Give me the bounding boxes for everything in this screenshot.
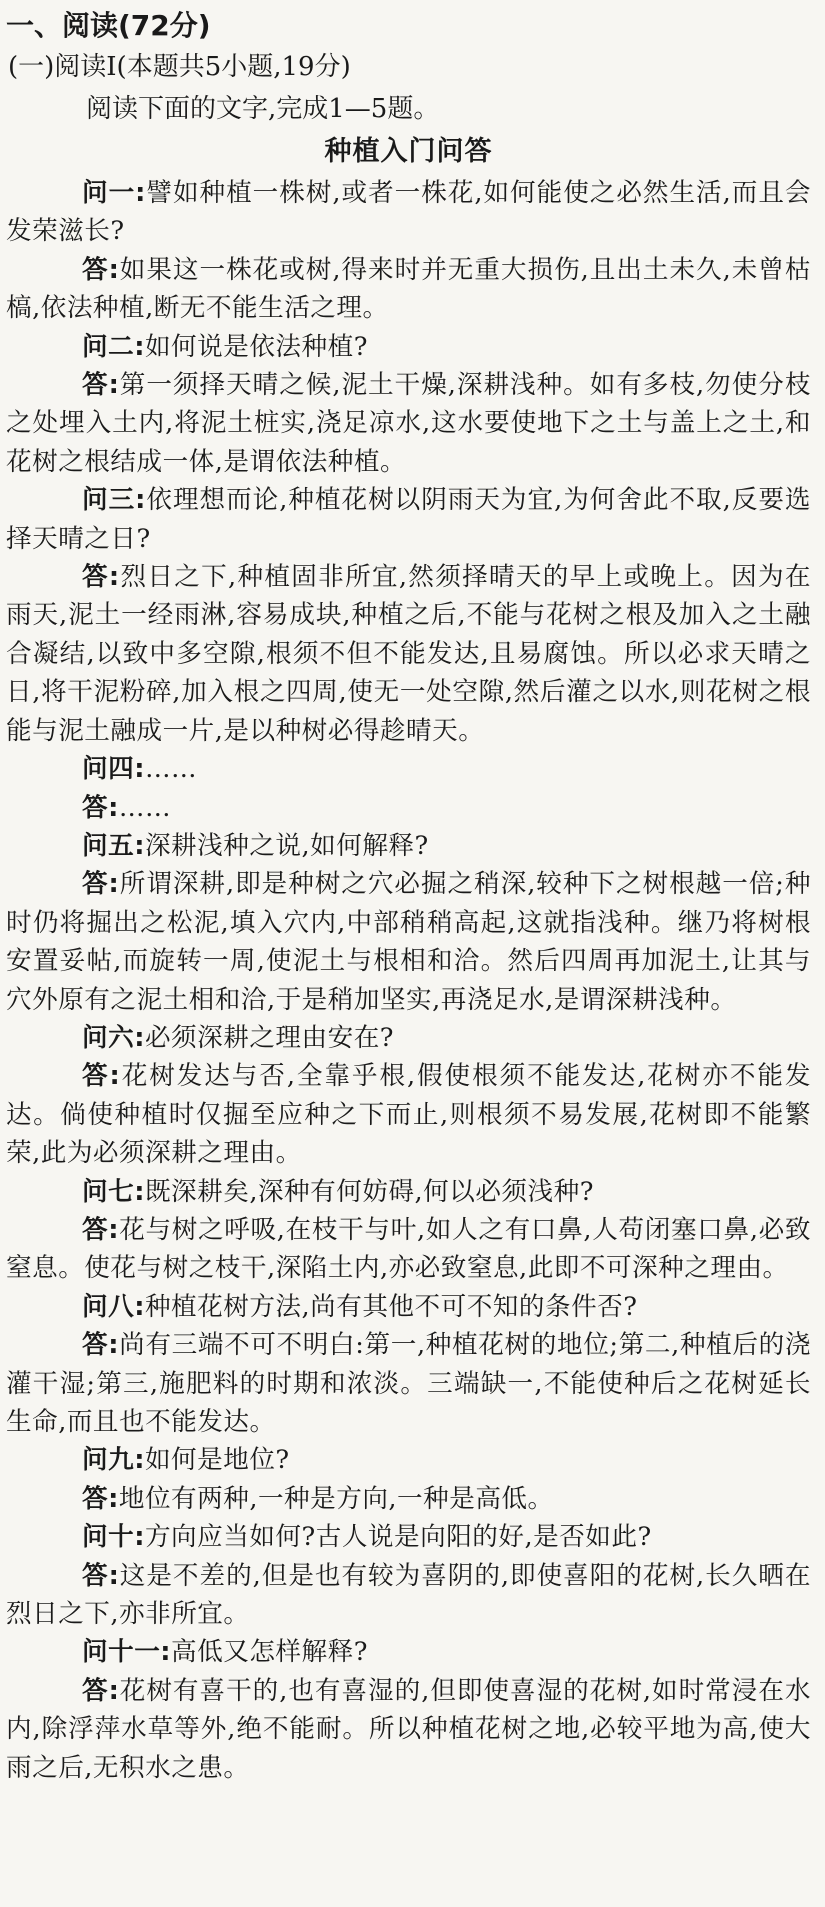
qa-label: 问七: [82, 1176, 145, 1207]
qa-text: 深耕浅种之说,如何解释? [144, 830, 429, 861]
question-paragraph [6, 1441, 811, 1479]
qa-text: 第一须择天晴之候,泥土干燥,深耕浅种。如有多枝,勿使分枝之处埋入土内,将泥土桩实,浇足凉水,这水要使地下之土与盖上之土,和花树之根结成一体,是谓依法种植。 [6, 370, 811, 477]
qa-label: 问二: [82, 331, 145, 362]
qa-label: 答: [82, 562, 120, 593]
answer-paragraph [6, 789, 811, 827]
qa-text: …… [118, 792, 172, 823]
question-paragraph [6, 174, 811, 251]
qa-text: 譬如种植一株树,或者一株花,如何能使之必然生活,而且会发荣滋长? [6, 178, 811, 247]
qa-label: 问十: [82, 1522, 145, 1553]
question-paragraph [6, 1173, 811, 1211]
instruction: 阅读下面的文字,完成1—5题。 [86, 94, 440, 124]
question-paragraph [6, 827, 811, 865]
qa-label: 答: [82, 1483, 119, 1514]
qa-label: 答: [82, 254, 120, 285]
qa-text: 依理想而论,种植花树以阴雨天为宜,为何舍此不取,反要选择天晴之日? [6, 485, 811, 554]
qa-text: 必须深耕之理由安在? [144, 1022, 395, 1053]
qa-text: 花树发达与否,全靠乎根,假使根须不能发达,花树亦不能发达。倘使种植时仅掘至应种之下而止,则根须不易发展,花树即不能繁荣,此为必须深耕之理由。 [6, 1061, 811, 1169]
qa-label: 问六: [82, 1022, 145, 1053]
qa-text: 如果这一株花或树,得来时并无重大损伤,且出土未久,未曾枯槁,依法种植,断无不能生活之理。 [6, 254, 811, 324]
answer-paragraph [6, 366, 811, 481]
qa-text: 种植花树方法,尚有其他不可不知的条件否? [144, 1291, 638, 1322]
qa-label: 问四: [82, 754, 145, 785]
qa-text: 所谓深耕,即是种树之穴必掘之稍深,较种下之树根越一倍;种时仍将掘出之松泥,填入穴内,中部稍稍高起,这就指浅种。继乃将树根安置妥帖,而旋转一周,使泥土与根相和洽。然后四周再加泥土,让其与穴外原有之泥土相和洽,于是稍加坚实,再浇足水,是谓深耕浅种。 [6, 869, 811, 1015]
qa-label: 问三: [82, 485, 146, 516]
qa-label: 问五: [82, 830, 145, 861]
qa-label: 答: [82, 1214, 120, 1245]
answer-paragraph [6, 1057, 811, 1172]
question-paragraph [6, 1288, 811, 1326]
qa-label: 问十一: [82, 1637, 172, 1668]
qa-text: 如何是地位? [144, 1445, 290, 1476]
qa-label: 答: [82, 1560, 120, 1591]
qa-label: 答: [82, 1675, 120, 1706]
section-heading: 一、阅读(72分) [6, 9, 211, 42]
answer-paragraph [6, 1480, 811, 1518]
qa-text: 花与树之呼吸,在枝干与叶,如人之有口鼻,人苟闭塞口鼻,必致窒息。使花与树之枝干,深陷土内,亦必致窒息,此即不可深种之理由。 [6, 1214, 811, 1284]
qa-label: 答: [82, 869, 120, 900]
qa-text: 这是不差的,但是也有较为喜阴的,即使喜阳的花树,长久晒在烈日之下,亦非所宜。 [6, 1560, 811, 1630]
qa-text: 尚有三端不可不明白:第一,种植花树的地位;第二,种植后的浇灌干湿;第三,施肥料的时期和浓淡。三端缺一,不能使种后之花树延长生命,而且也不能发达。 [6, 1330, 811, 1437]
qa-text: 烈日之下,种植固非所宜,然须择晴天的早上或晚上。因为在雨天,泥土一经雨淋,容易成块,种植之后,不能与花树之根及加入之土融合凝结,以致中多空隙,根须不但不能发达,且易腐蚀。所以必求天晴之日,将干泥粉碎,加入根之四周,使无一处空隙,然后灌之以水,则花树之根能与泥土融成一片,是以种树必得趁晴天。 [6, 562, 811, 746]
answer-paragraph [6, 1326, 811, 1441]
question-paragraph [6, 1019, 811, 1057]
question-paragraph [6, 1518, 811, 1556]
qa-label: 问九: [82, 1445, 145, 1476]
qa-text: 高低又怎样解释? [171, 1637, 368, 1668]
qa-text: …… [144, 754, 198, 785]
answer-paragraph [6, 1557, 811, 1634]
qa-text: 如何说是依法种植? [144, 331, 368, 362]
qa-label: 答: [82, 1061, 121, 1092]
qa-label: 答: [82, 1330, 119, 1361]
article-title: 种植入门问答 [324, 136, 493, 167]
answer-paragraph [6, 1211, 811, 1288]
answer-paragraph [6, 251, 811, 328]
answer-paragraph [6, 1672, 811, 1787]
qa-label: 问八: [82, 1291, 145, 1322]
qa-text: 花树有喜干的,也有喜湿的,但即使喜湿的花树,如时常浸在水内,除浮萍水草等外,绝不能耐。所以种植花树之地,必较平地为高,使大雨之后,无积水之患。 [6, 1675, 811, 1783]
answer-paragraph [6, 558, 811, 750]
qa-text: 既深耕矣,深种有何妨碍,何以必须浅种? [144, 1176, 594, 1207]
question-paragraph [6, 328, 811, 366]
qa-label: 问一: [82, 178, 146, 208]
question-paragraph [6, 481, 811, 558]
question-paragraph [6, 1633, 811, 1671]
answer-paragraph [6, 865, 811, 1019]
qa-text: 地位有两种,一种是方向,一种是高低。 [118, 1483, 554, 1514]
qa-text: 方向应当如何?古人说是向阳的好,是否如此? [144, 1522, 652, 1553]
question-paragraph [6, 750, 811, 788]
article-body [6, 174, 811, 1787]
qa-label: 答: [82, 370, 120, 401]
sub-heading: (一)阅读Ⅰ(本题共5小题,19分) [8, 52, 351, 82]
qa-label: 答: [82, 792, 119, 823]
